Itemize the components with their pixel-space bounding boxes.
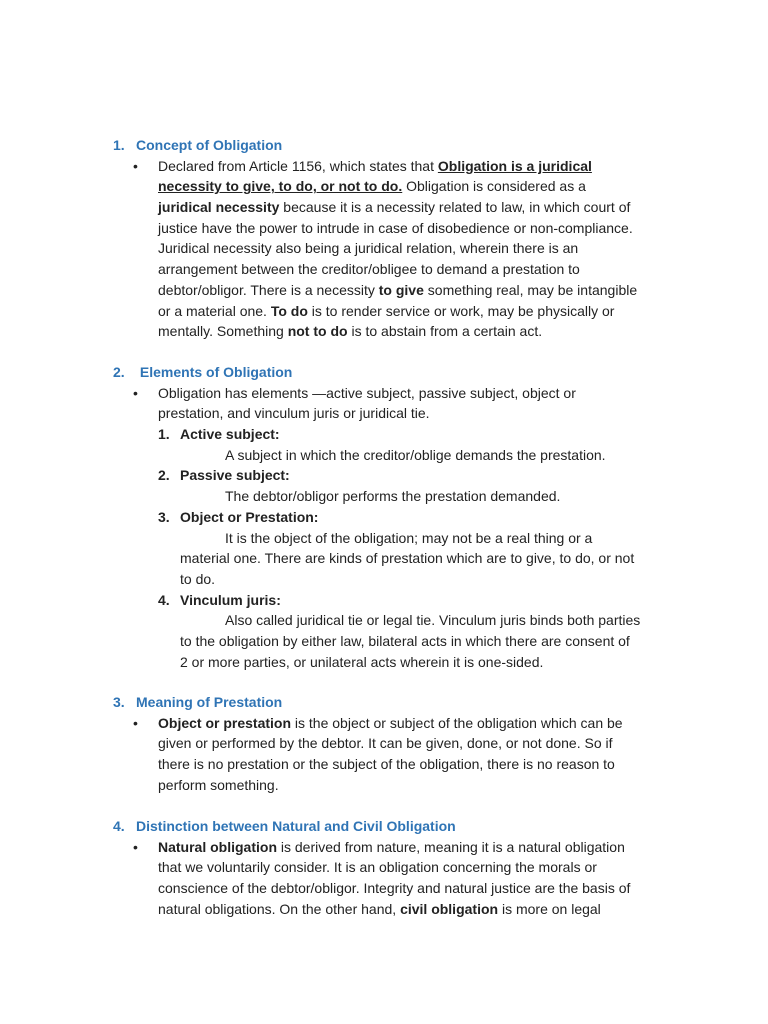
text-run: something real, may be intangible: [423, 281, 638, 298]
heading-title: Meaning of Prestation: [136, 694, 283, 710]
text-line: [158, 837, 673, 858]
emphasis-text: not to do: [287, 323, 348, 340]
section-heading: [113, 692, 673, 713]
heading-number: 3.: [113, 694, 125, 710]
text-line: [158, 218, 673, 239]
text-line: [158, 383, 673, 404]
heading-title: Distinction between Natural and Civil Obligation: [136, 818, 456, 834]
emphasis-text: To do: [270, 302, 308, 319]
emphasis-text: civil obligation: [400, 900, 499, 917]
text-run: is to render service or work, may be physically or: [307, 302, 615, 319]
text-line: [158, 259, 673, 280]
section-concept-of-obligation: [113, 135, 673, 342]
bullet-paragraph: [113, 383, 673, 424]
element-item-active-subject: [113, 424, 673, 465]
paragraph-text: [158, 837, 673, 920]
emphasis-text: necessity to give, to do, or not to do.: [158, 178, 403, 195]
text-line: [158, 156, 673, 177]
text-line: [158, 713, 673, 734]
text-run: debtor/obligor. There is a necessity: [158, 281, 379, 298]
text-run: is the object or subject of the obligation which can be: [291, 714, 623, 731]
bullet-icon: •: [133, 714, 138, 731]
text-line: [158, 878, 673, 899]
item-text: to do.: [180, 570, 216, 587]
item-text: Also called juridical tie or legal tie. Vinculum juris binds both parties: [225, 612, 641, 629]
emphasis-text: Obligation is a juridical: [437, 157, 592, 174]
item-number: 4.: [158, 591, 170, 608]
emphasis-text: Object or prestation: [158, 714, 292, 731]
emphasis-text: to give: [378, 281, 424, 298]
text-run: arrangement between the creditor/obligee to demand a prestation to: [158, 261, 580, 278]
text-run: conscience of the debtor/obligor. Integrity and natural justice are the basis of: [158, 880, 631, 897]
paragraph-text: [158, 383, 673, 424]
section-natural-vs-civil-obligation: [113, 816, 673, 919]
emphasis-text: Natural obligation: [158, 838, 277, 855]
item-text: A subject in which the creditor/oblige demands the prestation.: [225, 446, 606, 463]
item-title: Vinculum juris:: [180, 591, 281, 608]
text-line: [158, 197, 673, 218]
paragraph-text: [158, 156, 673, 342]
text-run: there is no prestation or the subject of the obligation, there is no reason to: [158, 756, 615, 773]
heading-title: Concept of Obligation: [136, 137, 283, 153]
element-item-vinculum-juris: [113, 590, 673, 673]
text-line: [158, 403, 673, 424]
text-run: perform something.: [158, 776, 279, 793]
element-item-passive-subject: [113, 465, 673, 506]
section-meaning-of-prestation: [113, 692, 673, 795]
text-line: [158, 176, 673, 197]
section-heading: [113, 135, 673, 156]
text-line: [158, 280, 673, 301]
item-text: 2 or more parties, or unilateral acts wherein it is one-sided.: [180, 653, 544, 670]
item-number: 3.: [158, 508, 170, 525]
item-text: The debtor/obligor performs the prestation demanded.: [225, 488, 561, 505]
text-run: Juridical necessity also being a juridical relation, wherein there is an: [158, 240, 579, 257]
text-run: is derived from nature, meaning it is a natural obligation: [277, 838, 625, 855]
bullet-icon: •: [133, 157, 138, 174]
text-run: mentally. Something: [158, 323, 288, 340]
text-line: [158, 857, 673, 878]
item-text: to the obligation by either law, bilateral acts in which there are consent of: [180, 632, 630, 649]
paragraph-text: [158, 713, 673, 796]
text-line: [158, 321, 673, 342]
text-run: given or performed by the debtor. It can be given, done, or not done. So if: [158, 735, 613, 752]
text-run: because it is a necessity related to law, in which court of: [279, 199, 631, 216]
section-elements-of-obligation: [113, 362, 673, 672]
heading-number: 1.: [113, 137, 125, 153]
text-run: or a material one.: [158, 302, 271, 319]
heading-number: 2.: [113, 364, 125, 380]
emphasis-text: juridical necessity: [158, 199, 280, 216]
text-line: [158, 899, 673, 920]
text-run: that we voluntarily consider. It is an obligation concerning the morals or: [158, 859, 597, 876]
text-line: [158, 754, 673, 775]
text-run: is more on legal: [498, 900, 601, 917]
text-run: justice have the power to intrude in case of disobedience or non-compliance.: [158, 219, 633, 236]
heading-number: 4.: [113, 818, 125, 834]
text-run: Obligation has elements —active subject, passive subject, object or: [158, 384, 576, 401]
text-run: prestation, and vinculum juris or juridical tie.: [158, 405, 430, 422]
text-run: Declared from Article 1156, which states that: [158, 157, 438, 174]
item-text: material one. There are kinds of prestation which are to give, to do, or not: [180, 550, 635, 567]
item-number: 1.: [158, 426, 170, 443]
bullet-paragraph: [113, 156, 673, 342]
heading-title: Elements of Obligation: [136, 364, 293, 380]
bullet-icon: •: [133, 838, 138, 855]
text-run: is to abstain from a certain act.: [347, 323, 543, 340]
text-line: [158, 733, 673, 754]
text-line: [158, 238, 673, 259]
section-heading: [113, 816, 673, 837]
text-line: [158, 775, 673, 796]
bullet-paragraph: [113, 837, 673, 920]
text-run: natural obligations. On the other hand,: [158, 900, 401, 917]
bullet-paragraph: [113, 713, 673, 796]
item-title: Passive subject:: [180, 467, 290, 484]
bullet-icon: •: [133, 384, 138, 401]
item-number: 2.: [158, 467, 170, 484]
text-run: Obligation is considered as a: [402, 178, 586, 195]
item-title: Object or Prestation:: [180, 508, 319, 525]
element-item-object-or-prestation: [113, 507, 673, 590]
section-heading: [113, 362, 673, 383]
item-text: It is the object of the obligation; may not be a real thing or a: [225, 529, 593, 546]
text-line: [158, 301, 673, 322]
item-title: Active subject:: [180, 426, 280, 443]
